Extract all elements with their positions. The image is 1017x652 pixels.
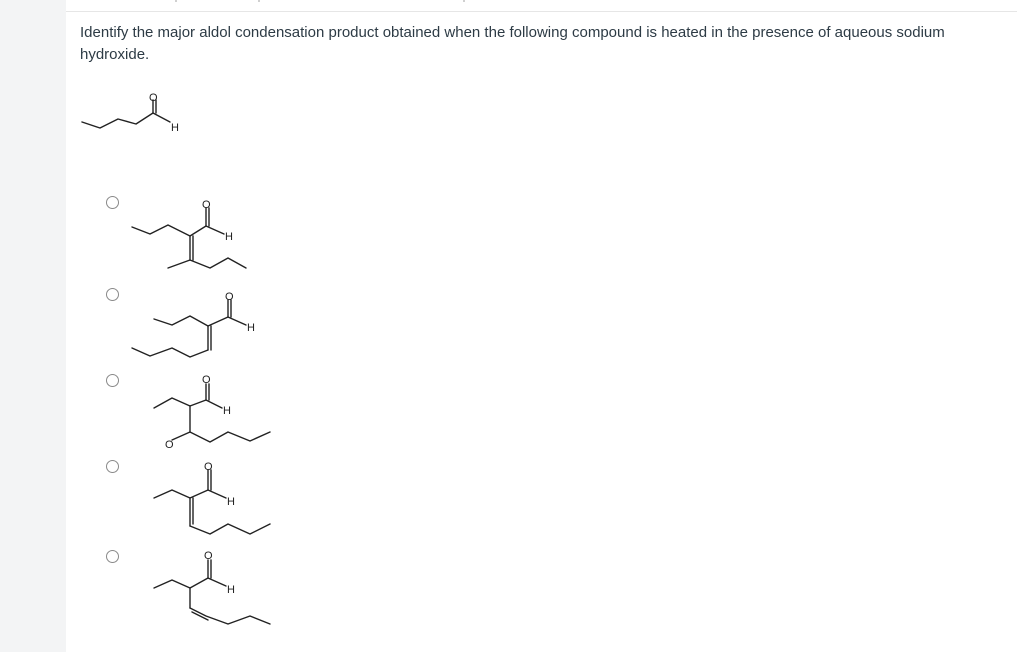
hydrogen-label: H: [223, 405, 231, 417]
hydrogen-label: H: [247, 322, 255, 334]
oxygen-label: O: [149, 92, 158, 104]
option-c-structure: [106, 374, 276, 464]
top-divider: [66, 11, 1017, 12]
divider-mark: [463, 0, 465, 2]
hydrogen-label: H: [171, 122, 179, 134]
answer-option-c[interactable]: [106, 374, 306, 464]
option-a-structure: [106, 196, 266, 276]
option-e-structure: [106, 550, 276, 640]
hydrogen-label: H: [227, 584, 235, 596]
answer-option-a[interactable]: [106, 196, 306, 286]
oxygen-label: O: [204, 461, 213, 473]
left-gutter: [0, 0, 66, 652]
oxygen-label: O: [165, 439, 174, 451]
option-d-structure: [106, 460, 276, 550]
divider-mark: [258, 0, 260, 2]
divider-mark: [175, 0, 177, 2]
oxygen-label: O: [202, 374, 211, 386]
pentanal-structure: [78, 90, 208, 145]
answer-option-d[interactable]: [106, 460, 306, 550]
reactant-structure: [78, 90, 198, 140]
hydrogen-label: H: [225, 231, 233, 243]
hydrogen-label: H: [227, 496, 235, 508]
answer-option-b[interactable]: [106, 288, 306, 378]
oxygen-label: O: [202, 199, 211, 211]
question-text: Identify the major aldol condensation product obtained when the following compound is heated in the presence of aqueous sodium hydroxide.: [80, 24, 945, 63]
option-b-structure: [106, 288, 276, 368]
oxygen-label: O: [225, 291, 234, 303]
answer-option-e[interactable]: [106, 550, 306, 640]
oxygen-label: O: [204, 550, 213, 562]
